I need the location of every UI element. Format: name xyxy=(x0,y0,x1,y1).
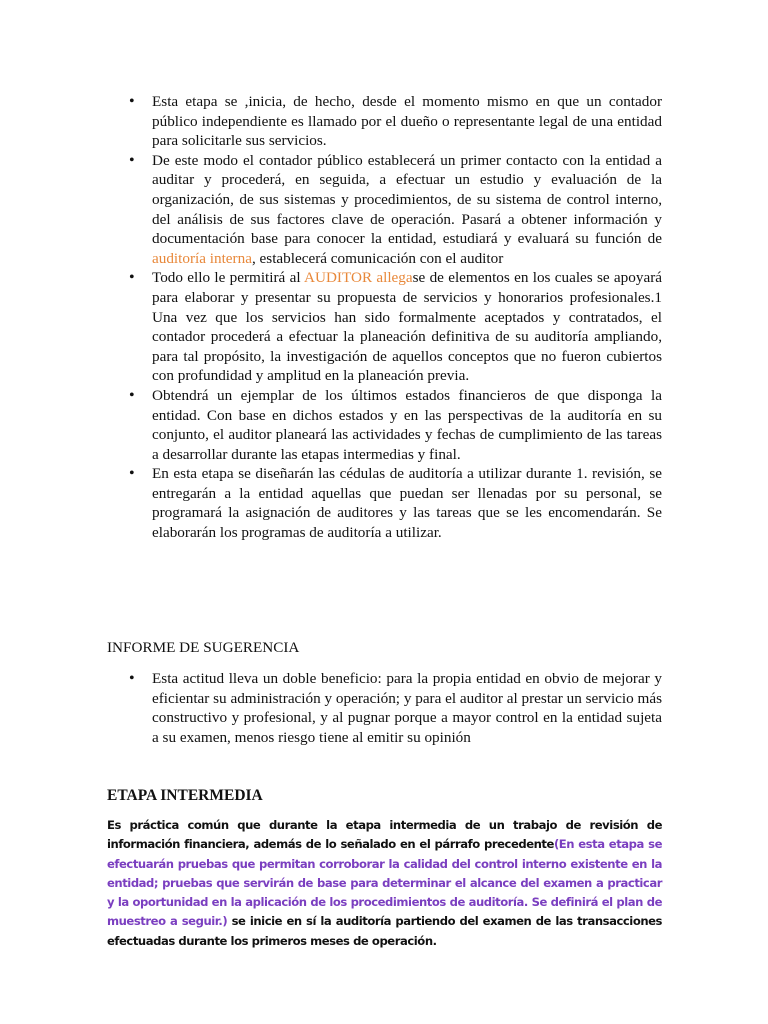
purple-highlight-text: (En esta etapa se efectuarán pruebas que permitan corroborar la calidad del control interno existente en la entidad; pruebas que servirán de base para determinar el alcance del examen a practicar y la oportunidad en la aplicación de los procedimientos de auditoría. Se definirá el plan de muestreo a seguir.) xyxy=(107,837,662,929)
bullet-item xyxy=(107,151,662,269)
bullet-text: De este modo el contador público establecerá un primer contacto con la entidad a auditar y procederá, en seguida, a efectuar un estudio y evaluación de la organización, de sus sistemas y procedimientos, de su sistema de control interno, del análisis de sus factores clave de operación. Pasará a obtener información y documentación base para conocer la entidad, estudiará y evaluará su función de xyxy=(152,151,662,248)
bullet-item xyxy=(107,669,662,747)
informe-bullet-list xyxy=(107,669,662,747)
bullet-text: En esta etapa se diseñarán las cédulas de auditoría a utilizar durante 1. revisión, se entregarán a la entidad aquellas que puedan ser llenadas por su personal, se programará la asignación de auditores y las tareas que se les encomendarán. Se elaborarán los programas de auditoría a utilizar. xyxy=(152,465,662,542)
auditor-link[interactable]: AUDITOR allega xyxy=(304,269,413,287)
bullet-text: Esta actitud lleva un doble beneficio: para la propia entidad en obvio de mejorar y eficientar su administración y operación; y para el auditor al prestar un servicio más constructivo y profesional, y al pugnar porque a mayor control en la entidad sujeta a su examen, menos riesgo tiene al emitir su opinión xyxy=(152,670,662,746)
bullet-item xyxy=(107,464,662,542)
paragraph-text: Es práctica común que durante la etapa intermedia de un trabajo de revisión de información financiera, además de lo señalado en el párrafo precedente xyxy=(107,818,662,852)
bullet-item xyxy=(107,268,662,386)
bullet-text: Esta etapa se ,inicia, de hecho, desde el momento mismo en que un contador público independiente es llamado por el dueño o representante legal de una entidad para solicitarle sus servicios. xyxy=(152,93,662,150)
bullet-text: Todo ello le permitirá al xyxy=(152,269,305,287)
bullet-item xyxy=(107,386,662,464)
etapa-intermedia-paragraph xyxy=(107,816,662,951)
bullet-text: se de elementos en los cuales se apoyará para elaborar y presentar su propuesta de servicios y honorarios profesionales.1 Una vez que los servicios han sido formalmente aceptados y contratados, el contador procederá a efectuar la planeación definitiva de su auditoría ampliando, para tal propósito, la investigación de aquellos conceptos que no fueron cubiertos con profundidad y amplitud en la planeación previa. xyxy=(152,269,662,385)
bullet-text: , establecerá comunicación con el auditor xyxy=(251,249,504,267)
etapa-intermedia-heading: ETAPA INTERMEDIA xyxy=(107,787,263,804)
paragraph-text: se inicie en sí la auditoría partiendo del examen de las transacciones efectuadas durante los primeros meses de operación. xyxy=(107,914,663,948)
auditoria-interna-link[interactable]: auditoría interna xyxy=(152,249,252,267)
informe-de-sugerencia-heading: INFORME DE SUGERENCIA xyxy=(107,639,300,656)
audit-planning-bullet-list xyxy=(107,92,662,543)
bullet-item xyxy=(107,92,662,151)
bullet-text: Obtendrá un ejemplar de los últimos estados financieros de que disponga la entidad. Con base en dichos estados y en las perspectivas de la auditoría en su conjunto, el auditor planeará las actividades y fechas de cumplimiento de las tareas a desarrollar durante las etapas intermedias y final. xyxy=(152,386,662,463)
